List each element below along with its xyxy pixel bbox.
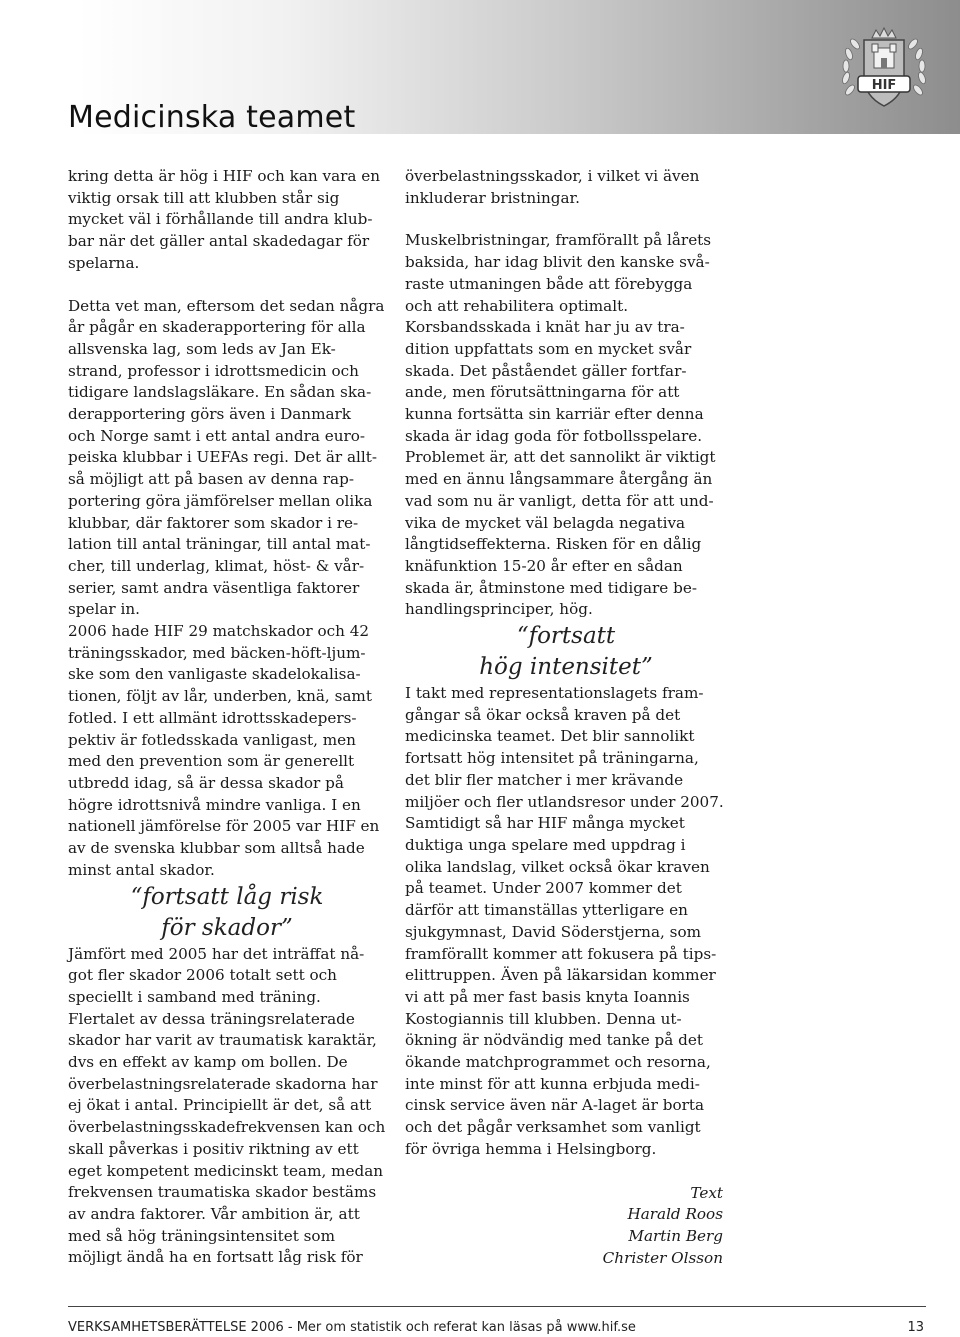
author-byline: Text Harald Roos Martin Berg Christer Olsson xyxy=(602,1183,723,1267)
pull-quote: “fortsatt låg risk för skador” xyxy=(130,883,324,941)
paragraph: Jämfört med 2005 har det inträffat nå- got fler skador 2006 totalt sett och speciellt i samband med träning. Flertalet av dessa träningsrelaterade skador har varit av traumatisk karaktär, dvs en effekt av kamp om bollen. De överbelastningsrelaterade skadorna har ej ökat i antal. Principiellt är det, så att överbelastningsskadefrekvensen kan och skall påverkas i positiv riktning av ett eget kompetent medicinskt team, medan frekvensen traumatiska skador bestäms av andra faktorer. Vår ambition är, att med så hög träningsintensitet som möjligt ändå ha en fortsatt låg risk för xyxy=(68,944,386,1267)
paragraph: I takt med representationslagets fram- gångar så ökar också kraven på det medicinska teamet. Det blir sannolikt fortsatt hög intensitet på träningarna, det blir fler matcher i mer krävande miljöer och fler utlandsresor under 2007. Samtidigt så har HIF många mycket duktiga unga spelare med uppdrag i olika landslag, vilket också ökar kraven på teamet. Under 2007 kommer det därför att timanställas ytterligare en sjukgymnast, David Söderstjerna, som framförallt kommer att fokusera på tips- elittruppen. Även på läkarsidan kommer vi att på mer fast basis knyta Ioannis Kostogiannis till klubben. Denna ut- ökning är nödvändig med tanke på det ökande matchprogrammet och resorna, inte minst för att kunna erbjuda medi- cinsk service även när A-laget är borta och det pågår verksamhet som vanligt för övriga hemma i Helsingborg. xyxy=(405,684,724,1158)
paragraph: överbelastningsskador, i vilket vi även inkluderar bristningar. xyxy=(405,167,700,207)
crest-text: HIF xyxy=(871,78,897,93)
paragraph: 2006 hade HIF 29 matchskador och 42 träningsskador, med bäcken-höft-ljum- ske som den vanligaste skadelokalisa- tionen, följt av lår, underben, knä, samt fotled. I ett allmänt idrottsskadepers- pektiv är fotledsskada vanligast, men med den prevention som är generellt utbredd idag, så är dessa skador på högre idrottsnivå mindre vanliga. I en nationell jämförelse för 2005 var HIF en av de svenska klubbar som alltså hade minst antal skador. xyxy=(68,622,380,879)
pull-quote: “fortsatt hög intensitet” xyxy=(479,623,653,681)
footer-text: VERKSAMHETSBERÄTTELSE 2006 - Mer om statistik och referat kan läsas på www.hif.se xyxy=(68,1320,636,1335)
page-number: 13 xyxy=(907,1320,924,1335)
paragraph: Detta vet man, eftersom det sedan några år pågår en skaderapportering för alla allsvenska lag, som leds av Jan Ek- strand, professor i idrottsmedicin och tidigare landslagsläkare. En sådan ska- derapportering görs även i Danmark och Norge samt i ett antal andra euro- peiska klubbar i UEFAs regi. Det är allt- så möjligt att på basen av denna rap- portering göra jämförelser mellan olika klubbar, där faktorer som skador i re- lation till antal träningar, till antal mat- cher, till underlag, klimat, höst- & vår- serier, samt andra väsentliga faktorer spelar in. xyxy=(68,296,385,619)
paragraph: kring detta är hög i HIF och kan vara en viktig orsak till att klubben står sig mycket väl i förhållande till andra klub- bar när det gäller antal skadedagar för spelarna. xyxy=(68,167,381,272)
page-title: Medicinska teamet xyxy=(68,100,356,135)
footer-divider xyxy=(68,1306,926,1307)
left-column xyxy=(68,166,386,1269)
paragraph: Muskelbristningar, framförallt på lårets baksida, har idag blivit den kanske svå- raste utmaningen både att förebygga och att rehabilitera optimalt. Korsbandsskada i knät har ju av tra- dition uppfattats som en mycket svår skada. Det påståendet gäller fortfar- ande, men förutsättningarna för att kunna fortsätta sin karriär efter denna skada är idag goda för fotbollsspelare. Problemet är, att det sannolikt är viktigt med en ännu långsammare återgång än vad som nu är vanligt, detta för att und- vika de mycket väl belagda negativa långtidseffekterna. Risken för en dålig knäfunktion 15-20 år efter en sådan skada är, åtminstone med tidigare be- handlingsprinciper, hög. xyxy=(405,231,716,619)
club-crest-logo xyxy=(836,26,932,114)
right-column xyxy=(405,166,727,1269)
